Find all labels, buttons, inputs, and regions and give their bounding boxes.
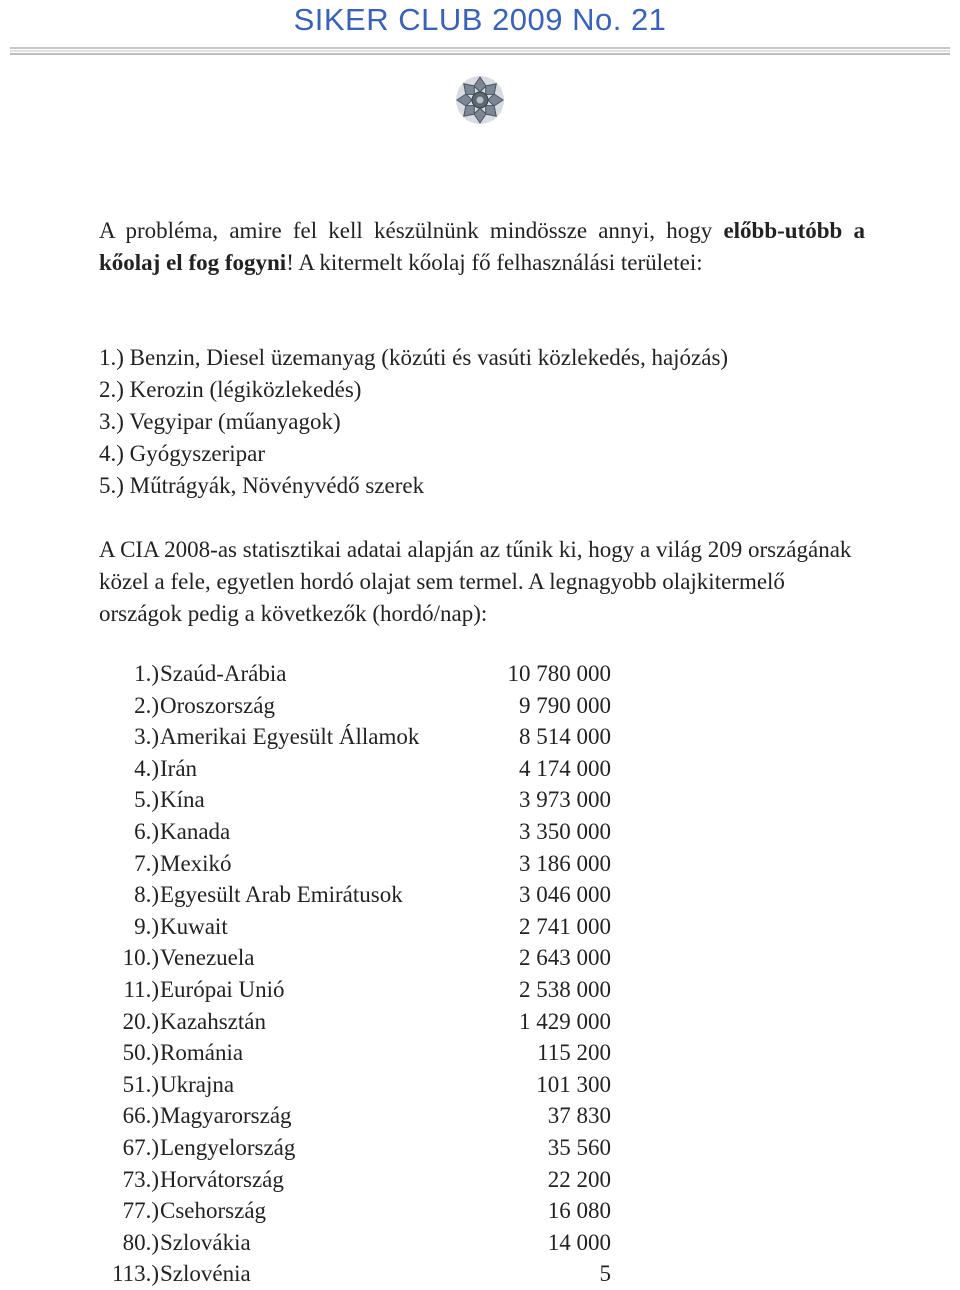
rank-cell: 66.) — [122, 1103, 159, 1129]
value-cell: 1 429 000 — [519, 1008, 611, 1034]
table-row — [99, 1006, 619, 1038]
table-row — [99, 1100, 619, 1132]
country-cell: Oroszország — [160, 692, 275, 718]
table-row — [99, 1258, 619, 1290]
country-cell: Magyarország — [160, 1103, 292, 1129]
list-item: 4.) Gyógyszeripar — [99, 441, 266, 466]
table-row — [99, 658, 619, 690]
country-cell: Kanada — [160, 818, 231, 844]
table-row — [99, 1037, 619, 1069]
value-cell: 3 973 000 — [519, 787, 611, 813]
rank-cell: 20.) — [122, 1008, 159, 1034]
list-item: 2.) Kerozin (légiközlekedés) — [99, 377, 362, 402]
country-cell: Kazahsztán — [160, 1008, 266, 1034]
value-cell: 3 350 000 — [519, 818, 611, 844]
value-cell: 3 046 000 — [519, 882, 611, 908]
country-cell: Irán — [160, 755, 198, 781]
country-cell: Horvátország — [160, 1166, 284, 1192]
value-cell: 9 790 000 — [519, 692, 611, 718]
table-row — [99, 942, 619, 974]
value-cell: 101 300 — [536, 1071, 611, 1097]
rank-cell: 8.) — [134, 882, 159, 908]
intro-text-start: A probléma, amire fel kell készülnünk mindössze annyi, hogy — [99, 218, 724, 243]
country-cell: Kína — [160, 787, 205, 813]
value-cell: 8 514 000 — [519, 724, 611, 750]
table-row — [99, 1227, 619, 1259]
value-cell: 5 — [599, 1261, 611, 1287]
country-cell: Egyesült Arab Emirátusok — [160, 882, 403, 908]
table-row — [99, 911, 619, 943]
value-cell: 35 560 — [547, 1134, 611, 1160]
table-row — [99, 1132, 619, 1164]
value-cell: 115 200 — [537, 1040, 611, 1066]
intro-paragraph — [99, 215, 865, 279]
oil-uses-list — [99, 342, 728, 502]
list-item: 5.) Műtrágyák, Növényvédő szerek — [99, 473, 425, 498]
rank-cell: 51.) — [122, 1071, 159, 1097]
rank-cell: 77.) — [122, 1198, 159, 1224]
table-row — [99, 753, 619, 785]
country-cell: Kuwait — [160, 913, 228, 939]
oil-producers-table — [99, 658, 619, 1290]
table-row — [99, 1195, 619, 1227]
value-cell: 4 174 000 — [519, 755, 611, 781]
rank-cell: 1.) — [134, 661, 159, 686]
rank-cell: 2.) — [134, 692, 159, 718]
value-cell: 2 741 000 — [519, 913, 611, 939]
cia-paragraph: A CIA 2008-as statisztikai adatai alapján az tűnik ki, hogy a világ 209 országának közel a fele, egyetlen hordó olajat sem termel. A legnagyobb olajkitermelő országok pedig a következők (hordó/nap): — [99, 537, 852, 626]
value-cell: 22 200 — [547, 1166, 611, 1192]
list-item: 3.) Vegyipar (műanyagok) — [99, 409, 341, 434]
list-item: 1.) Benzin, Diesel üzemanyag (közúti és vasúti közlekedés, hajózás) — [99, 345, 729, 370]
value-cell: 2 643 000 — [519, 945, 611, 971]
rank-cell: 6.) — [134, 818, 159, 844]
value-cell: 37 830 — [547, 1103, 611, 1129]
table-row — [99, 879, 619, 911]
header-divider — [10, 44, 950, 58]
table-row — [99, 848, 619, 880]
intro-text-end: ! A kitermelt kőolaj fő felhasználási területei: — [286, 250, 703, 275]
rank-cell: 9.) — [134, 913, 159, 939]
country-cell: Szaúd-Arábia — [160, 661, 287, 686]
country-cell: Románia — [160, 1040, 244, 1066]
value-cell: 14 000 — [547, 1229, 611, 1255]
table-row — [99, 721, 619, 753]
table-row — [99, 784, 619, 816]
rank-cell: 7.) — [134, 850, 159, 876]
rank-cell: 113.) — [111, 1261, 159, 1287]
rank-cell: 50.) — [122, 1040, 159, 1066]
rank-cell: 80.) — [122, 1229, 159, 1255]
intro-bold-statement: előbb-utóbb a kőolaj el fog fogyni — [99, 218, 865, 275]
country-cell: Venezuela — [160, 945, 255, 971]
table-row — [99, 816, 619, 848]
value-cell: 3 186 000 — [519, 850, 611, 876]
country-cell: Amerikai Egyesült Államok — [160, 724, 420, 750]
page-header-title: SIKER CLUB 2009 No. 21 — [293, 2, 667, 37]
country-cell: Csehország — [160, 1198, 267, 1224]
value-cell: 16 080 — [547, 1198, 611, 1224]
country-cell: Ukrajna — [160, 1071, 235, 1097]
country-cell: Szlovénia — [160, 1261, 251, 1287]
country-cell: Mexikó — [160, 850, 232, 876]
country-cell: Szlovákia — [160, 1229, 251, 1255]
rank-cell: 67.) — [122, 1134, 159, 1160]
country-cell: Lengyelország — [160, 1134, 296, 1160]
rank-cell: 73.) — [122, 1166, 159, 1192]
rank-cell: 11.) — [123, 976, 159, 1002]
rank-cell: 10.) — [122, 945, 159, 971]
country-cell: Európai Unió — [160, 976, 285, 1002]
table-row — [99, 1164, 619, 1196]
rank-cell: 4.) — [134, 755, 159, 781]
rank-cell: 3.) — [134, 724, 159, 750]
value-cell: 10 780 000 — [507, 661, 611, 686]
table-row — [99, 974, 619, 1006]
value-cell: 2 538 000 — [519, 976, 611, 1002]
rank-cell: 5.) — [134, 787, 159, 813]
club-logo-icon — [452, 74, 508, 126]
table-row — [99, 690, 619, 722]
table-row — [99, 1069, 619, 1101]
